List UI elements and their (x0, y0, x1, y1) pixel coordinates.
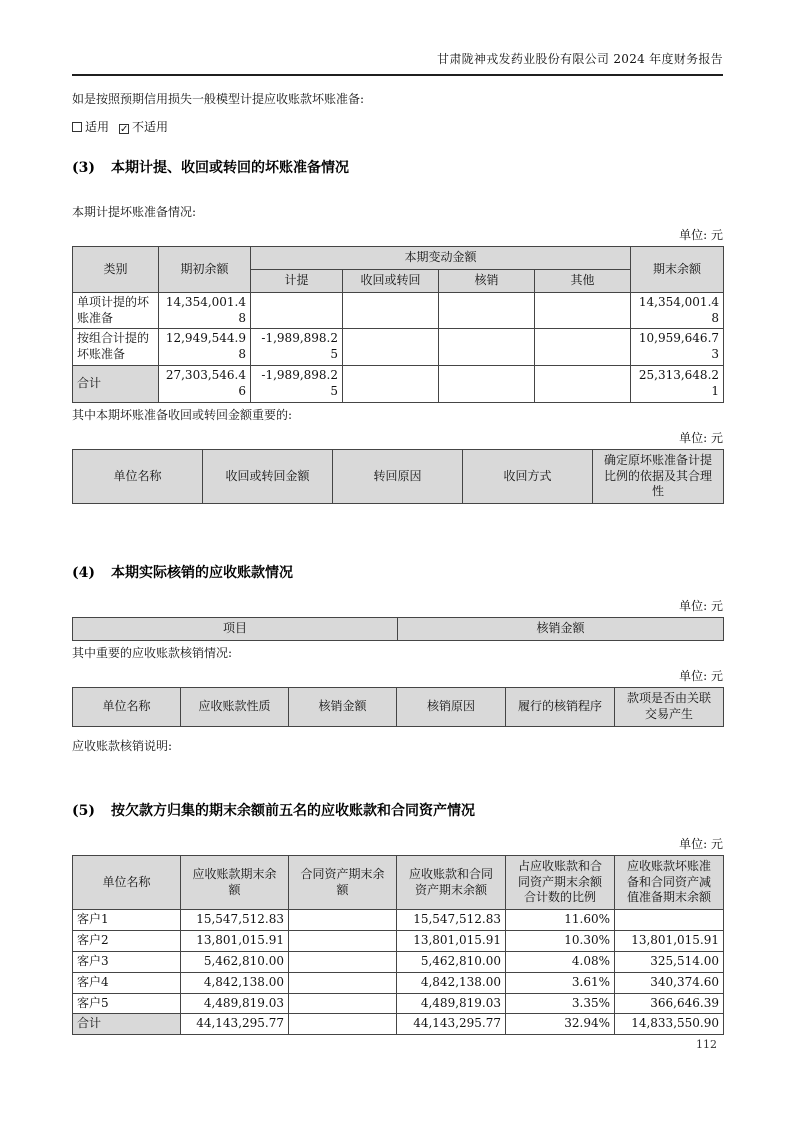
applicable-checkbox-icon (72, 122, 82, 132)
section4-heading (72, 562, 723, 582)
unit-label-1: 单位: 元 (679, 228, 723, 242)
section3-heading (72, 157, 723, 177)
col-header-recover: 收回或转回 (343, 270, 439, 293)
unit-label-5: 单位: 元 (679, 836, 723, 851)
table-row (73, 910, 724, 931)
cell-customer: 客户4 (73, 972, 181, 993)
cell-category: 单项计提的坏账准备 (73, 292, 159, 329)
cell-ar-closing: 15,547,512.83 (181, 910, 289, 931)
cell-ar-closing: 5,462,810.00 (181, 951, 289, 972)
cell-other (535, 329, 631, 366)
unit-label-4: 单位: 元 (679, 669, 723, 684)
cell-recover (343, 292, 439, 329)
total-row (73, 1014, 724, 1035)
col-header-writeoff-procedure: 履行的核销程序 (506, 688, 615, 727)
unit-label-2: 单位: 元 (679, 430, 723, 445)
table-row (73, 993, 724, 1014)
cell-writeoff (439, 329, 535, 366)
not-applicable-option (119, 120, 168, 134)
cell-opening: 27,303,546.46 (159, 366, 251, 403)
col-header-writeoff-reason: 核销原因 (397, 688, 506, 727)
cell-contract-closing (289, 1014, 397, 1035)
cell-ratio: 4.08% (506, 951, 615, 972)
col-header-ar-closing: 应收账款期末余额 (181, 855, 289, 909)
not-applicable-label: 不适用 (132, 120, 169, 134)
cell-provision (251, 292, 343, 329)
cell-combined: 13,801,015.91 (397, 931, 506, 952)
cell-provision: 13,801,015.91 (615, 931, 724, 952)
total-row (73, 366, 724, 403)
col-header-writeoff: 核销 (439, 270, 535, 293)
cell-provision (615, 910, 724, 931)
cell-writeoff (439, 292, 535, 329)
cell-customer: 客户5 (73, 993, 181, 1014)
col-header-opening: 期初余额 (159, 247, 251, 293)
cell-customer: 客户3 (73, 951, 181, 972)
col-header-unit-name: 单位名称 (73, 855, 181, 909)
table-row (73, 329, 724, 366)
table-row (73, 931, 724, 952)
important-writeoff-table (72, 687, 724, 727)
col-header-ratio: 占应收账款和合同资产期末余额合计数的比例 (506, 855, 615, 909)
important-writeoff-note: 其中重要的应收账款核销情况: (72, 646, 233, 661)
cell-total-label: 合计 (73, 366, 159, 403)
applicable-option (72, 120, 109, 134)
col-header-item: 项目 (73, 618, 398, 641)
section4-title: 本期实际核销的应收账款情况 (111, 565, 293, 582)
col-header-unit-name: 单位名称 (73, 449, 203, 503)
cell-provision: 366,646.39 (615, 993, 724, 1014)
cell-category: 按组合计提的坏账准备 (73, 329, 159, 366)
writeoff-summary-table (72, 617, 724, 641)
table-row (73, 972, 724, 993)
cell-ar-closing: 4,842,138.00 (181, 972, 289, 993)
cell-closing: 14,354,001.48 (631, 292, 724, 329)
cell-ar-closing: 4,489,819.03 (181, 993, 289, 1014)
expected-credit-loss-line: 如是按照预期信用损失一般模型计提应收账款坏账准备: (72, 92, 365, 106)
cell-combined: 4,489,819.03 (397, 993, 506, 1014)
cell-provision: 340,374.60 (615, 972, 724, 993)
section3-number: (3) (72, 160, 95, 176)
col-header-provision-closing: 应收账款坏账准备和合同资产减值准备期末余额 (615, 855, 724, 909)
bad-debt-provision-table (72, 246, 724, 403)
document-header-title: 甘肃陇神戎发药业股份有限公司 2024 年度财务报告 (72, 50, 723, 76)
cell-combined: 5,462,810.00 (397, 951, 506, 972)
col-header-recover-amount: 收回或转回金额 (203, 449, 333, 503)
cell-ar-closing: 44,143,295.77 (181, 1014, 289, 1035)
cell-contract-closing (289, 931, 397, 952)
col-header-contract-closing: 合同资产期末余额 (289, 855, 397, 909)
col-header-writeoff-amount: 核销金额 (398, 618, 724, 641)
table-row (73, 951, 724, 972)
section5-title: 按欠款方归集的期末余额前五名的应收账款和合同资产情况 (111, 802, 475, 819)
cell-provision: 325,514.00 (615, 951, 724, 972)
col-header-receivable-nature: 应收账款性质 (181, 688, 289, 727)
cell-ratio: 3.61% (506, 972, 615, 993)
section5-heading (72, 800, 723, 820)
col-header-unit-name: 单位名称 (73, 688, 181, 727)
cell-contract-closing (289, 972, 397, 993)
cell-closing: 25,313,648.21 (631, 366, 724, 403)
cell-ar-closing: 13,801,015.91 (181, 931, 289, 952)
section5-number: (5) (72, 802, 95, 819)
col-header-related-party: 款项是否由关联交易产生 (615, 688, 724, 727)
cell-writeoff (439, 366, 535, 403)
unit-label-3: 单位: 元 (679, 599, 723, 614)
col-header-provision: 计提 (251, 270, 343, 293)
cell-ratio: 10.30% (506, 931, 615, 952)
not-applicable-checked-icon: ✓ (120, 124, 129, 135)
cell-contract-closing (289, 993, 397, 1014)
col-header-combined-closing: 应收账款和合同资产期末余额 (397, 855, 506, 909)
cell-contract-closing (289, 951, 397, 972)
applicable-label: 适用 (85, 120, 110, 134)
cell-contract-closing (289, 910, 397, 931)
col-header-other: 其他 (535, 270, 631, 293)
cell-provision: 14,833,550.90 (615, 1014, 724, 1035)
recovery-detail-table (72, 449, 724, 504)
col-header-closing: 期末余额 (631, 247, 724, 293)
cell-other (535, 292, 631, 329)
cell-customer: 客户1 (73, 910, 181, 931)
provision-table-intro: 本期计提坏账准备情况: (72, 205, 197, 219)
cell-combined: 4,842,138.00 (397, 972, 506, 993)
applicability-row (72, 118, 723, 135)
col-header-writeoff-amount: 核销金额 (289, 688, 397, 727)
cell-provision: -1,989,898.25 (251, 329, 343, 366)
cell-total-label: 合计 (73, 1014, 181, 1035)
cell-closing: 10,959,646.73 (631, 329, 724, 366)
section4-number: (4) (72, 565, 95, 582)
col-header-category: 类别 (73, 247, 159, 293)
table-row (73, 292, 724, 329)
cell-ratio: 3.35% (506, 993, 615, 1014)
writeoff-explain-note: 应收账款核销说明: (72, 738, 173, 753)
cell-ratio: 11.60% (506, 910, 615, 931)
col-header-change-group: 本期变动金额 (251, 247, 631, 270)
col-header-recovery-method: 收回方式 (463, 449, 593, 503)
cell-customer: 客户2 (73, 931, 181, 952)
cell-combined: 44,143,295.77 (397, 1014, 506, 1035)
cell-opening: 12,949,544.98 (159, 329, 251, 366)
cell-recover (343, 366, 439, 403)
col-header-reversal-reason: 转回原因 (333, 449, 463, 503)
section3-title: 本期计提、收回或转回的坏账准备情况 (111, 160, 349, 176)
cell-opening: 14,354,001.48 (159, 292, 251, 329)
cell-recover (343, 329, 439, 366)
recovery-note: 其中本期坏账准备收回或转回金额重要的: (72, 407, 293, 422)
cell-ratio: 32.94% (506, 1014, 615, 1035)
cell-combined: 15,547,512.83 (397, 910, 506, 931)
page-number: 112 (696, 1038, 717, 1051)
top5-receivables-table (72, 855, 724, 1035)
cell-provision: -1,989,898.25 (251, 366, 343, 403)
col-header-provision-basis: 确定原坏账准备计提比例的依据及其合理性 (593, 449, 724, 503)
cell-other (535, 366, 631, 403)
